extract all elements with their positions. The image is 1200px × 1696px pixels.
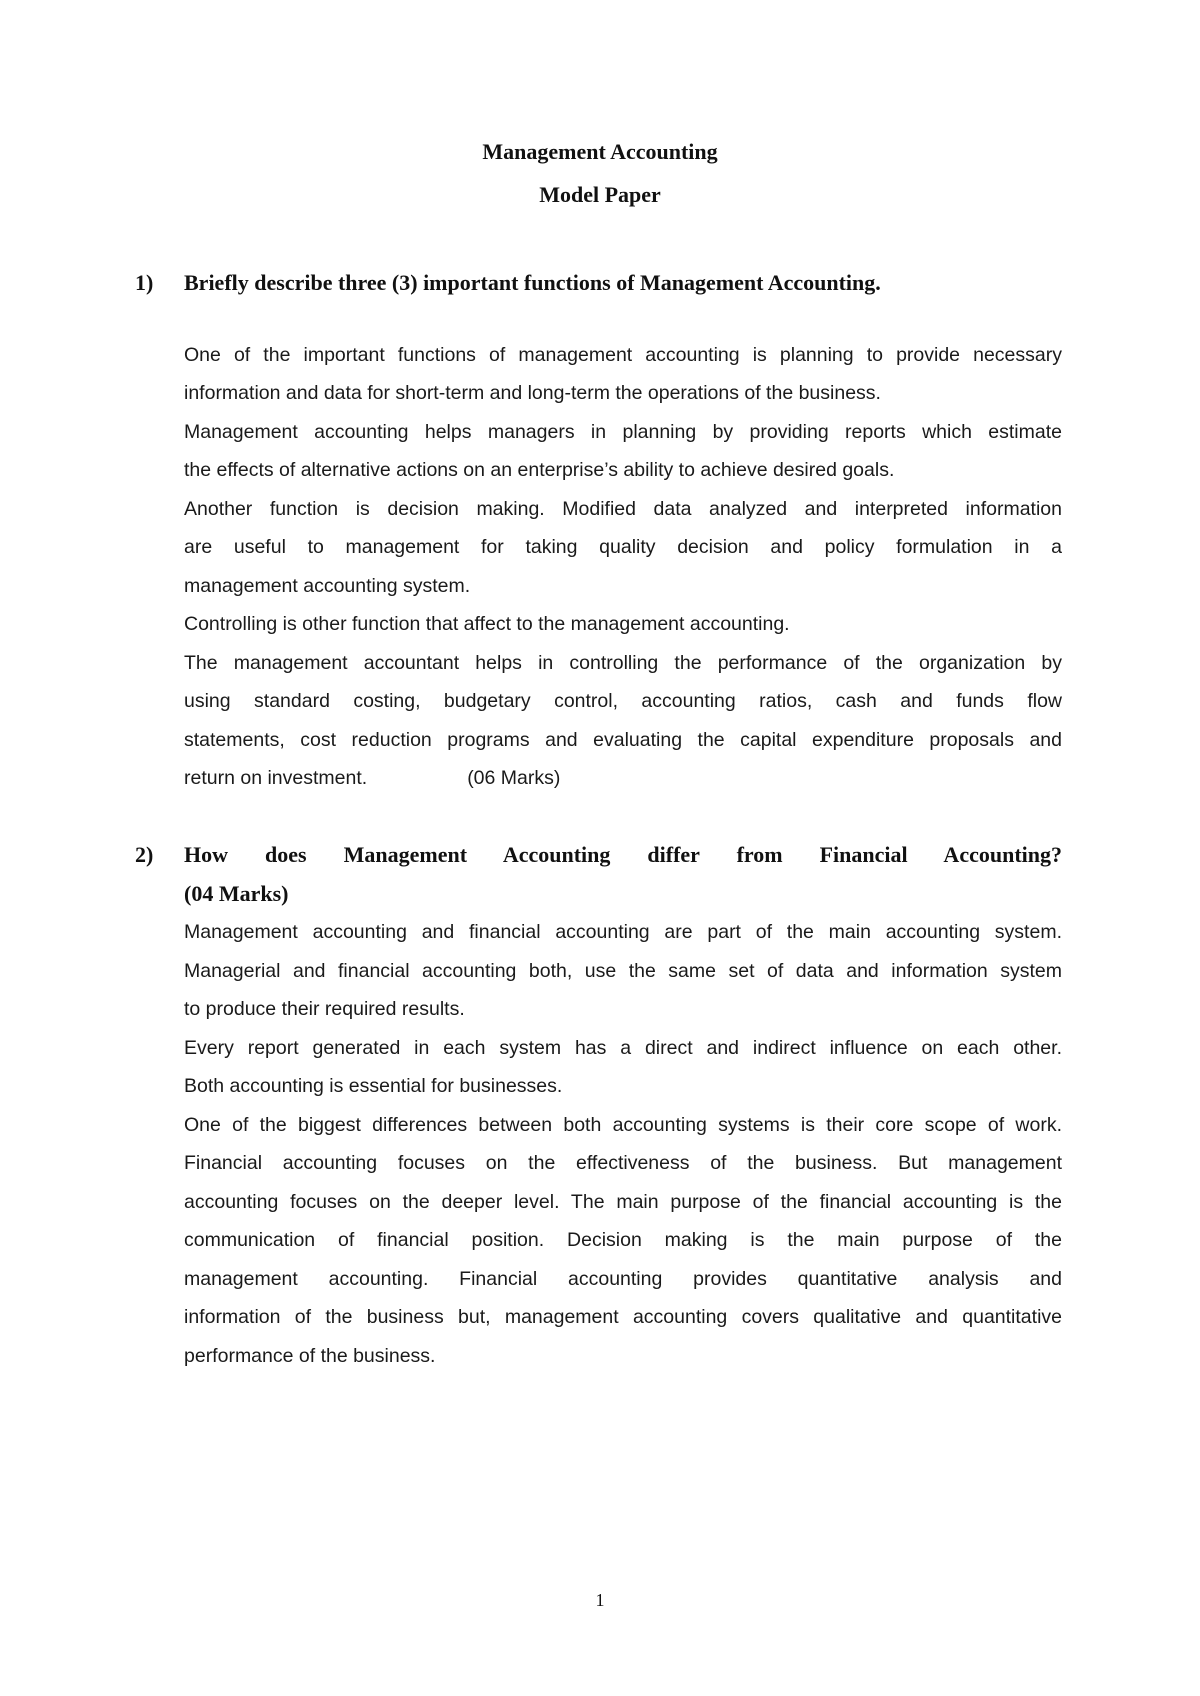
question-1-answer-line: management accounting system. bbox=[184, 575, 471, 597]
question-1-answer-line: Management accounting helps managers in planning by providing reports which estimate bbox=[184, 421, 1062, 443]
question-1-answer-line: Controlling is other function that affect to the management accounting. bbox=[184, 613, 790, 635]
question-2-answer-line: Managerial and financial accounting both, use the same set of data and information system bbox=[184, 960, 1062, 982]
question-2-answer-line: Both accounting is essential for businesses. bbox=[184, 1075, 563, 1097]
question-2-answer-line: Financial accounting focuses on the effectiveness of the business. But management bbox=[184, 1152, 1062, 1174]
question-2-answer-line: Every report generated in each system has a direct and indirect influence on each other. bbox=[184, 1037, 1062, 1059]
question-2-answer-line: One of the biggest differences between both accounting systems is their core scope of work. bbox=[184, 1114, 1062, 1136]
question-1-answer-line: The management accountant helps in controlling the performance of the organization by bbox=[184, 652, 1062, 674]
document-subtitle: Model Paper bbox=[539, 182, 661, 207]
question-1-number: 1) bbox=[135, 270, 154, 295]
question-1-answer-line: Another function is decision making. Modified data analyzed and interpreted information bbox=[184, 498, 1062, 520]
question-2-marks: (04 Marks) bbox=[184, 881, 289, 906]
question-2-answer-line: accounting focuses on the deeper level. The main purpose of the financial accounting is the bbox=[184, 1191, 1062, 1213]
question-1-answer-line: One of the important functions of management accounting is planning to provide necessary bbox=[184, 344, 1062, 366]
question-1-answer-line: using standard costing, budgetary control, accounting ratios, cash and funds flow bbox=[184, 690, 1062, 712]
question-1-answer-line: the effects of alternative actions on an enterprise’s ability to achieve desired goals. bbox=[184, 459, 895, 481]
question-1-answer-line: are useful to management for taking quality decision and policy formulation in a bbox=[184, 536, 1062, 558]
question-1-answer-last-line bbox=[184, 766, 1062, 790]
page-number: 1 bbox=[595, 1590, 605, 1610]
document-title: Management Accounting bbox=[482, 139, 718, 164]
question-2-answer-line: to produce their required results. bbox=[184, 998, 465, 1020]
question-1-answer-line: information and data for short-term and long-term the operations of the business. bbox=[184, 382, 881, 404]
question-2-answer-line: communication of financial position. Decision making is the main purpose of the bbox=[184, 1229, 1062, 1251]
question-2-text: How does Management Accounting differ from Financial Accounting? bbox=[184, 842, 1062, 867]
question-1-marks: (06 Marks) bbox=[467, 767, 561, 789]
question-1-answer-line: statements, cost reduction programs and evaluating the capital expenditure proposals and bbox=[184, 729, 1062, 751]
question-2-answer-line: management accounting. Financial accounting provides quantitative analysis and bbox=[184, 1268, 1062, 1290]
question-2-answer-line: Management accounting and financial accounting are part of the main accounting system. bbox=[184, 921, 1062, 943]
question-1-text: Briefly describe three (3) important functions of Management Accounting. bbox=[184, 270, 881, 295]
question-1-answer-line: return on investment. bbox=[184, 767, 368, 789]
question-2-number: 2) bbox=[135, 842, 154, 867]
question-2-answer-line: information of the business but, management accounting covers qualitative and quantitative bbox=[184, 1306, 1062, 1328]
question-2-answer-line: performance of the business. bbox=[184, 1345, 436, 1367]
